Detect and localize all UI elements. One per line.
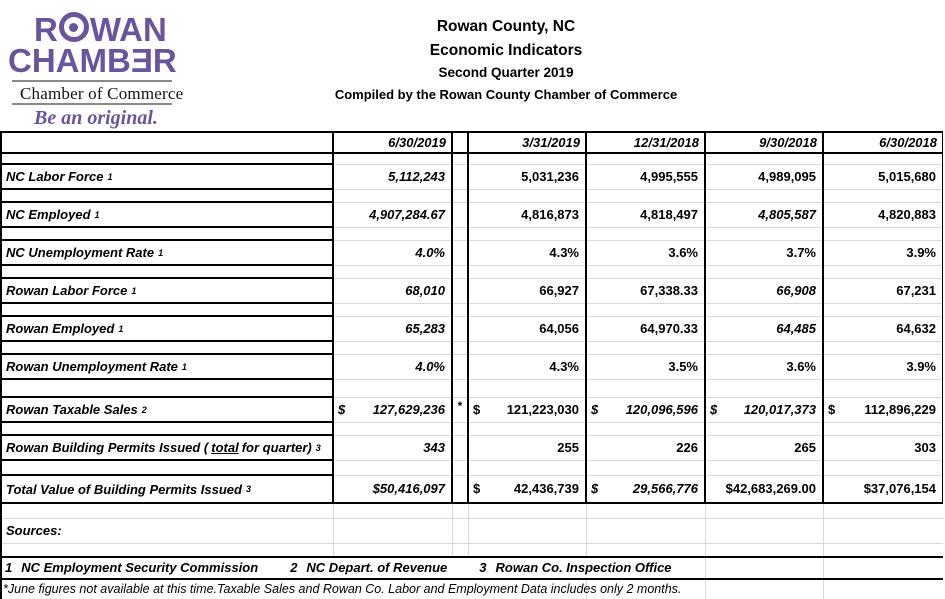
footnote-ref-number: 2 [290,560,298,575]
gridline [333,303,943,304]
row-label [0,435,333,460]
report-subtitle: Economic Indicators [429,42,583,59]
value-cell: 4.0% [415,245,445,260]
footnote-ref [479,560,671,575]
value-cell: 255 [557,440,579,455]
logo-rule-bottom [12,103,172,105]
value-cell: 5,031,236 [521,169,579,184]
gridline [586,503,587,557]
value-cell: $42,683,269.00 [725,481,816,496]
footnote-superscript: 2 [141,404,147,415]
report-compiled-by: Compiled by the Rowan County Chamber of Commerce [334,87,678,102]
value-cell: 120,017,373 [743,402,816,417]
value-cell: 120,096,596 [625,402,698,417]
asterisk-marker: * [457,399,463,413]
header-date-cell: 6/30/2019 [388,135,446,150]
gridline [333,189,943,190]
value-cell: 4,989,095 [758,169,816,184]
header-date-cell: 6/30/2018 [879,135,937,150]
row-label-text: Rowan Taxable Sales [6,402,138,417]
logo-rule-top [12,80,172,82]
dollar-sign: $ [473,481,481,496]
report-title: Rowan County, NC [436,18,576,35]
row-label [0,278,333,303]
footnote-superscript: 1 [107,171,113,182]
dollar-sign: $ [338,402,346,417]
dollar-sign: $ [591,402,599,417]
value-cell: 5,112,243 [388,169,445,184]
footnote-ref [290,560,447,575]
row-label [0,164,333,189]
logo-bullseye-o-icon [59,12,89,42]
footnote-ref-source: NC Depart. of Revenue [306,560,448,575]
value-cell: 29,566,776 [632,481,698,496]
row-label [0,240,333,265]
value-cell: 4,820,883 [878,207,936,222]
footnote-superscript: 3 [245,484,251,494]
footnote-superscript: 1 [158,247,164,258]
gridline [0,543,943,544]
value-cell: 66,927 [539,283,579,298]
footnote-refs [5,557,704,579]
value-cell: 67,231 [896,283,936,298]
value-cell: 64,632 [896,321,936,336]
footnote-superscript: 3 [315,442,321,453]
footnote-superscript: 1 [94,209,100,220]
gridline [333,460,943,461]
row-label [0,202,333,227]
value-cell: 66,908 [776,283,816,298]
header-date-cell: 12/31/2018 [633,135,699,150]
value-cell: 4.0% [415,359,445,374]
chamber-logo [8,6,198,131]
row-label [0,475,333,503]
value-cell: 5,015,680 [878,169,936,184]
row-label [0,354,333,379]
value-cell: 67,338.33 [640,283,698,298]
value-cell: 64,485 [776,321,816,336]
header-date-cell: 9/30/2018 [759,135,817,150]
value-cell: 303 [914,440,936,455]
value-cell: 3.5% [668,359,698,374]
footnote-ref-number: 3 [479,560,487,575]
footnote-ref-source: Rowan Co. Inspection Office [495,560,672,575]
footnote-superscript: 1 [118,323,124,334]
dollar-sign: $ [473,402,481,417]
footnote-ref-source: NC Employment Security Commission [21,560,259,575]
value-cell: 4.3% [549,245,579,260]
value-cell: 127,629,236 [372,402,445,417]
value-cell: 3.9% [906,245,936,260]
value-cell: 42,436,739 [513,481,579,496]
row-label-text: NC Unemployment Rate [6,245,155,260]
availability-note: *June figures not available at this time.Taxable Sales and Rowan Co. Labor and Employment Data includes only 2 months. [3,582,682,596]
value-cell: 121,223,030 [506,402,579,417]
report-header [256,18,756,103]
row-label-text: Rowan Building Permits Issued ( [6,440,209,455]
value-cell: $37,076,154 [863,481,936,496]
row-label-text: NC Labor Force [6,169,104,184]
report-quarter: Second Quarter 2019 [438,65,574,80]
value-cell: 64,970.33 [640,321,698,336]
value-cell: 68,010 [405,283,445,298]
dollar-sign: $ [710,402,718,417]
value-cell: 4,816,873 [521,207,579,222]
gridline [333,422,943,423]
header-date-cell: 3/31/2019 [522,135,580,150]
value-cell: 4,818,497 [640,207,698,222]
gridline [468,503,469,557]
row-label-text: Rowan Unemployment Rate [6,359,178,374]
gridline [452,503,453,557]
row-label-text: Rowan Labor Force [6,283,128,298]
gridline [333,379,943,380]
gridline [333,503,334,557]
logo-letters: WAN [89,11,167,48]
dollar-sign: $ [828,402,836,417]
value-cell: 4,907,284.67 [369,207,445,222]
value-cell: 64,056 [539,321,579,336]
row-label [0,397,333,422]
logo-letters: CHAMB [8,42,131,79]
value-cell: $50,416,097 [372,481,445,496]
dollar-sign: $ [591,481,599,496]
logo-word-rowan [34,12,167,46]
row-label-text: Rowan Employed [6,321,115,336]
value-cell: 3.7% [786,245,816,260]
row-label [0,316,333,341]
value-cell: 3.9% [906,359,936,374]
value-cell: 112,896,229 [864,402,936,417]
footnote-superscript: 1 [181,361,187,372]
footnote-superscript: 1 [131,285,137,296]
logo-tagline: Be an original. [34,107,158,129]
value-cell: 4,805,587 [758,207,816,222]
row-label-text: NC Employed [6,207,91,222]
logo-subtitle: Chamber of Commerce [20,84,184,103]
gridline [333,265,943,266]
logo-reversed-e: E [130,42,153,79]
value-cell: 3.6% [786,359,816,374]
row-label-text: Total Value of Building Permits Issued [6,481,242,497]
logo-letter: R [34,11,58,48]
value-cell: 4.3% [549,359,579,374]
gridline [333,227,943,228]
gridline [705,503,706,599]
value-cell: 226 [676,440,698,455]
sources-label: Sources: [6,523,62,538]
row-label-underlined: total [211,440,239,455]
gridline [333,341,943,342]
logo-word-chamber [8,44,177,77]
footnote-ref-number: 1 [5,560,13,575]
row-label-text: for quarter) [241,440,312,455]
value-cell: 265 [794,440,816,455]
value-cell: 3.6% [668,245,698,260]
gridline [0,518,943,519]
value-cell: 343 [423,440,445,455]
logo-letter: R [152,42,177,79]
gridline [823,503,824,599]
value-cell: 4,995,555 [640,169,698,184]
value-cell: 65,283 [405,321,445,336]
footnote-ref [5,560,258,575]
